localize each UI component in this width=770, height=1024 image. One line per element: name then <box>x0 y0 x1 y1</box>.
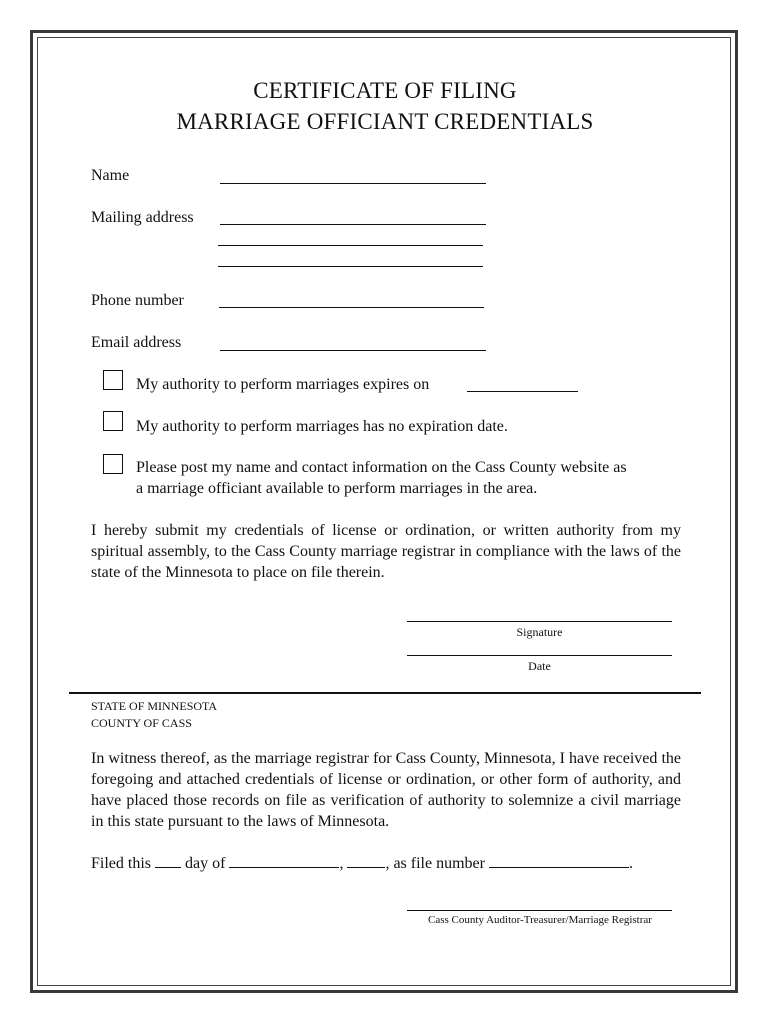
filed-line <box>91 853 633 873</box>
mailing-address-label: Mailing address <box>91 209 194 226</box>
file-number-field[interactable] <box>489 853 629 868</box>
expires-label: My authority to perform marriages expires on <box>136 376 430 393</box>
signature-field[interactable] <box>407 621 672 622</box>
expires-checkbox[interactable] <box>103 370 123 390</box>
signature-label: Signature <box>516 625 563 639</box>
period-text: . <box>628 855 633 872</box>
mailing-address-field-1[interactable] <box>220 224 486 225</box>
date-label: Date <box>528 659 551 673</box>
date-field[interactable] <box>407 655 672 656</box>
phone-number-field[interactable] <box>219 307 484 308</box>
no-expiration-label: My authority to perform marriages has no expiration date. <box>136 418 508 435</box>
witness-statement: In witness thereof, as the marriage registrar for Cass County, Minnesota, I have received the foregoing and attached credentials of license or ordination, or other form of authority, and have placed those records on file as verification of authority to solemnize a civil marriage in this state pursuant to the laws of Minnesota. <box>91 750 681 830</box>
month-field[interactable] <box>229 853 339 868</box>
name-label: Name <box>91 167 130 184</box>
year-field[interactable] <box>347 853 385 868</box>
registrar-signature-field[interactable] <box>407 910 672 911</box>
comma-text: , <box>339 855 344 872</box>
registrar-label: Cass County Auditor-Treasurer/Marriage Registrar <box>428 914 652 926</box>
section-divider <box>69 692 701 694</box>
submission-statement: I hereby submit my credentials of license or ordination, or written authority from my spiritual assembly, to the Cass County marriage registrar in compliance with the laws of the state of the Minnesota to place on file therein. <box>91 522 681 581</box>
mailing-address-field-2[interactable] <box>218 245 483 246</box>
page-border-inner <box>37 37 731 986</box>
post-contact-checkbox[interactable] <box>103 454 123 474</box>
email-address-field[interactable] <box>220 350 486 351</box>
form-title-line1: CERTIFICATE OF FILING <box>253 78 517 103</box>
day-of-text: day of <box>185 855 226 872</box>
day-field[interactable] <box>155 853 181 868</box>
mailing-address-field-3[interactable] <box>218 266 483 267</box>
form-title-line2: MARRIAGE OFFICIANT CREDENTIALS <box>176 109 594 134</box>
email-address-label: Email address <box>91 334 182 351</box>
post-contact-label-line2: a marriage officiant available to perform marriages in the area. <box>136 480 538 497</box>
as-file-number-text: , as file number <box>385 855 485 872</box>
no-expiration-checkbox[interactable] <box>103 411 123 431</box>
state-heading: STATE OF MINNESOTA <box>91 699 218 713</box>
post-contact-label-line1: Please post my name and contact information on the Cass County website as <box>136 459 627 476</box>
filed-this-text: Filed this <box>91 855 152 872</box>
phone-number-label: Phone number <box>91 292 184 309</box>
name-field[interactable] <box>220 183 486 184</box>
expiration-date-field[interactable] <box>467 391 578 392</box>
county-heading: COUNTY OF CASS <box>91 716 192 730</box>
